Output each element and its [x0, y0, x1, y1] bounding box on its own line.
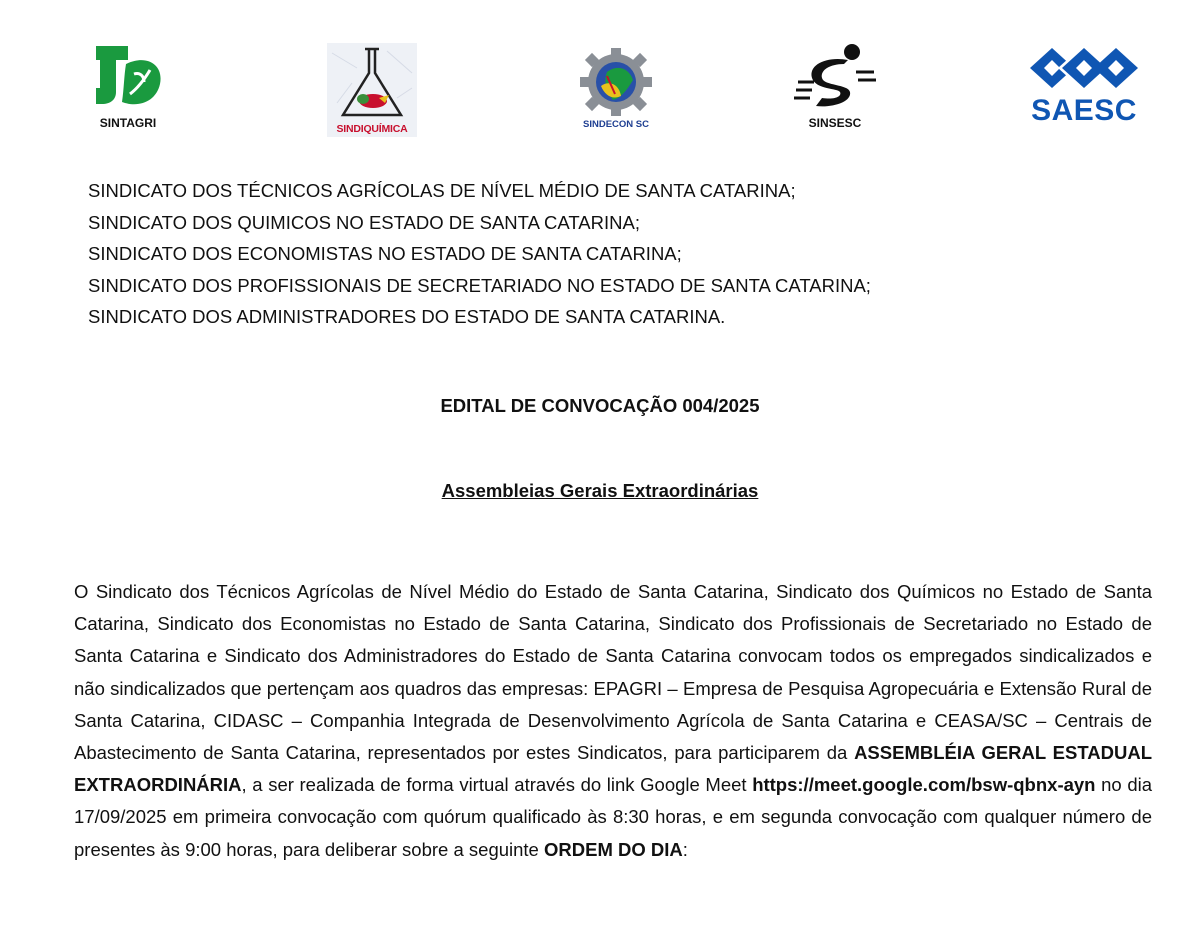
saesc-logo	[1020, 46, 1148, 128]
union-list-item: SINDICATO DOS PROFISSIONAIS DE SECRETARIADO NO ESTADO DE SANTA CATARINA;	[88, 274, 871, 296]
gear-icon	[577, 46, 655, 118]
sindecon-logo	[577, 46, 655, 134]
union-list-item: SINDICATO DOS QUIMICOS NO ESTADO DE SANTA CATARINA;	[88, 211, 640, 233]
sindiquimica-logo	[327, 43, 417, 137]
saesc-emblem-icon	[1020, 46, 1148, 92]
sindiquimica-logo-label: SINDIQUÍMICA	[336, 123, 408, 135]
sindecon-logo-label: SINDECON SC	[583, 119, 649, 130]
body-text-part2: , a ser realizada de forma virtual através do link Google Meet	[241, 774, 753, 796]
meet-link[interactable]: https://meet.google.com/bsw-qbnx-ayn	[752, 774, 1096, 796]
body-text-part3: no dia 17/09/2025 em primeira convocação com quórum qualificado às 8:30 horas, e em segunda convocação com qualquer número de presentes às 9:00 horas, para deliberar sobre a seguinte	[74, 774, 1153, 860]
body-text-part4: :	[682, 838, 688, 860]
sinsesc-logo	[792, 42, 878, 132]
union-list-item: SINDICATO DOS ADMINISTRADORES DO ESTADO DE SANTA CATARINA.	[88, 306, 726, 327]
sinsesc-logo-label: SINSESC	[808, 116, 862, 130]
flask-icon	[327, 43, 417, 123]
edital-subtitle: Assembleias Gerais Extraordinárias	[441, 480, 759, 501]
saesc-logo-label: SAESC	[1031, 94, 1137, 127]
convocation-paragraph	[74, 576, 1152, 866]
assembly-name: ASSEMBLÉIA GERAL ESTADUAL EXTRAORDINÁRIA	[74, 742, 1152, 796]
body-text-part1: O Sindicato dos Técnicos Agrícolas de Nível Médio do Estado de Santa Catarina, Sindicato dos Químicos no Estado de Santa Catarina, Sindicato dos Economistas no Estado de Santa Catarina, Sindicato dos Profissionais de Secretariado no Estado de Santa Catarina e Sindicato dos Administradores do Estado de Santa Catarina convocam todos os empregados sindicalizados e não sindicalizados que pertençam aos quadros das empresas: EPAGRI – Empresa de Pesquisa Agropecuária e Extensão Rural de Santa Catarina, CIDASC – Companhia Integrada de Desenvolvimento Agrícola de Santa Catarina e CEASA/SC – Centrais de Abastecimento de Santa Catarina, representados por estes Sindicatos, para participarem da	[74, 581, 1152, 764]
ordem-do-dia: ORDEM DO DIA	[544, 838, 683, 860]
union-list-item: SINDICATO DOS ECONOMISTAS NO ESTADO DE SANTA CATARINA;	[88, 243, 682, 264]
sintagri-logo	[86, 40, 170, 132]
sintagri-logo-label: SINTAGRI	[99, 116, 157, 130]
union-list-item: SINDICATO DOS TÉCNICOS AGRÍCOLAS DE NÍVEL MÉDIO DE SANTA CATARINA;	[88, 180, 796, 201]
edital-title: EDITAL DE CONVOCAÇÃO 004/2025	[440, 395, 760, 416]
sintagri-emblem-icon	[86, 40, 170, 116]
union-list	[88, 175, 871, 333]
sinsesc-emblem-icon	[792, 42, 878, 116]
